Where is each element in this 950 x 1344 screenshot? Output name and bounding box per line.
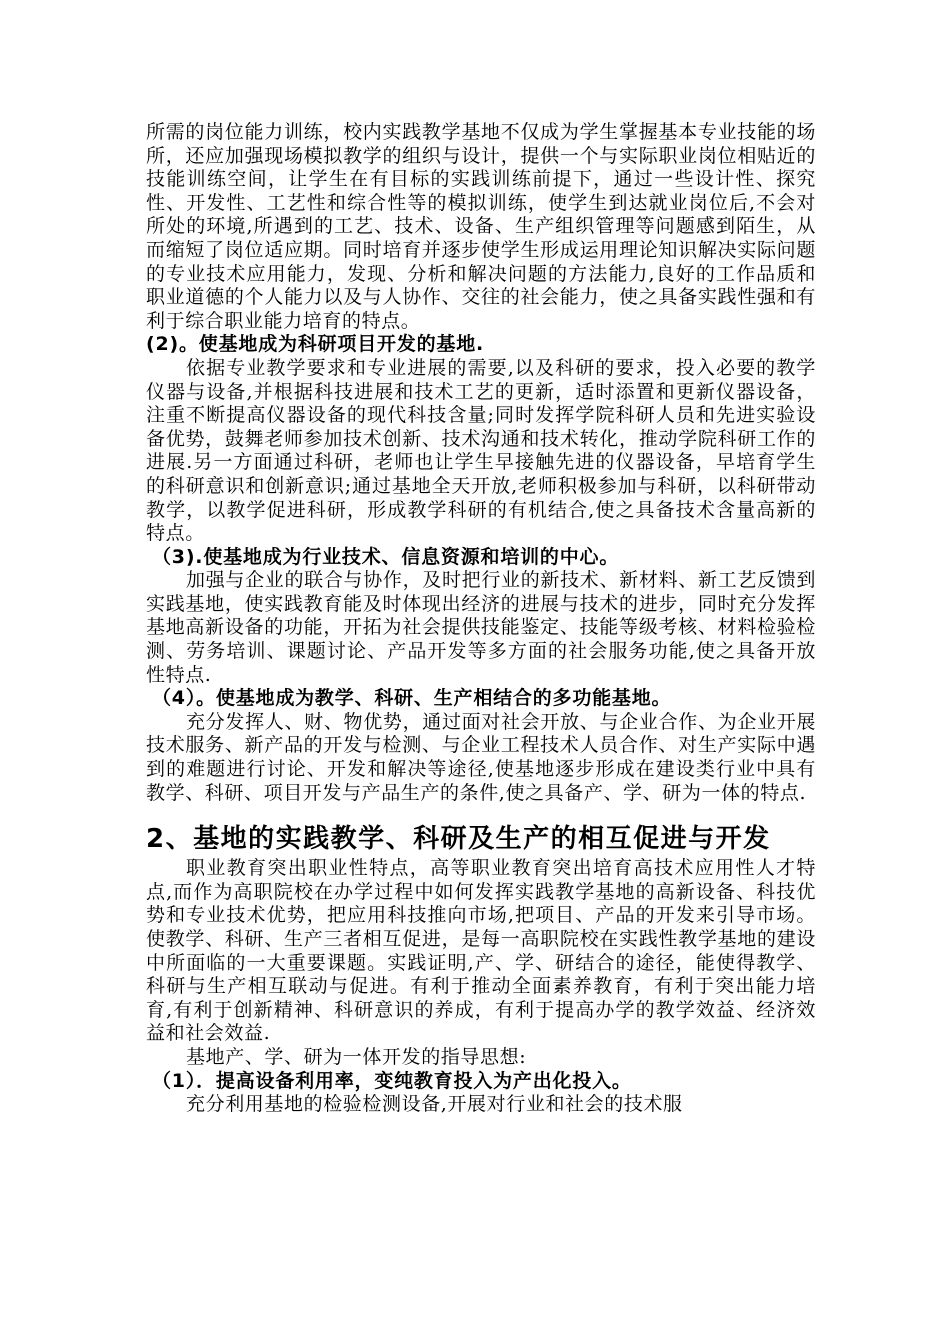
paragraph-2: 依据专业教学要求和专业进展的需要,以及科研的要求，投入必要的教学仪器与设备,并根据科技进展和技术工艺的更新，适时添置和更新仪器设备，注重不断提高仪器设备的现代科技含量;同时发挥学院科研人员和先进实验设备优势，鼓舞老师参加技术创新、技术沟通和技术转化，推动学院科研工作的进展.另一方面通过科研，老师也让学生早接触先进的仪器设备，早培育学生的科研意识和创新意识;通过基地全天开放,老师积极参加与科研，以科研带动教学，以教学促进科研，形成教学科研的有机结合,使之具备技术含量高新的特点。 <box>146 356 816 545</box>
section-title: 2、基地的实践教学、科研及生产的相互促进与开发 <box>146 824 771 855</box>
subheading-2: (2)。使基地成为科研项目开发的基地. <box>146 333 485 356</box>
document-body <box>146 121 816 1117</box>
paragraph-7: 充分利用基地的检验检测设备,开展对行业和社会的技术服 <box>186 1093 683 1116</box>
paragraph-5: 职业教育突出职业性特点，高等职业教育突出培育高技术应用性人才特点,而作为高职院校在办学过程中如何发挥实践教学基地的高新设备、科技优势和专业技术优势，把应用科技推向市场,把项目、产品的开发来引导市场。使教学、科研、生产三者相互促进，是每一高职院校在实践性教学基地的建设中所面临的一大重要课题。实践证明,产、学、研结合的途径，能使得教学、科研与生产相互联动与促进。有利于推动全面素养教育，有利于突出能力培育,有利于创新精神、科研意识的养成，有利于提高办学的教学效益、经济效益和社会效益. <box>146 857 816 1045</box>
subheading-3: （3).使基地成为行业技术、信息资源和培训的中心。 <box>152 545 620 568</box>
subheading-5: （1）．提高设备利用率，变纯教育投入为产出化投入。 <box>152 1069 632 1092</box>
paragraph-4: 充分发挥人、财、物优势，通过面对社会开放、与企业合作、为企业开展技术服务、新产品的开发与检测、与企业工程技术人员合作、对生产实际中遇到的难题进行讨论、开发和解决等途径,使基地逐步形成在建设类行业中具有教学、科研、项目开发与产品生产的条件,使之具备产、学、研为一体的特点. <box>146 710 816 804</box>
paragraph-6: 基地产、学、研为一体开发的指导思想: <box>186 1045 527 1068</box>
subheading-4: （4）。使基地成为教学、科研、生产相结合的多功能基地。 <box>152 687 672 710</box>
paragraph-3: 加强与企业的联合与协作，及时把行业的新技术、新材料、新工艺反馈到实践基地，使实践教育能及时体现出经济的进展与技术的进步，同时充分发挥基地高新设备的功能，开拓为社会提供技能鉴定、技能等级考核、材料检验检测、劳务培训、课题讨论、产品开发等多方面的社会服务功能,使之具备开放性特点. <box>146 569 816 686</box>
paragraph-1: 所需的岗位能力训练，校内实践教学基地不仅成为学生掌握基本专业技能的场所，还应加强现场模拟教学的组织与设计，提供一个与实际职业岗位相贴近的技能训练空间，让学生在有目标的实践训练前提下，通过一些设计性、探究性、开发性、工艺性和综合性等的模拟训练，使学生到达就业岗位后,不会对所处的环境,所遇到的工艺、技术、设备、生产组织管理等问题感到陌生，从而缩短了岗位适应期。同时培育并逐步使学生形成运用理论知识解决实际问题的专业技术应用能力，发现、分析和解决问题的方法能力,良好的工作品质和职业道德的个人能力以及与人协作、交往的社会能力，使之具备实践性强和有利于综合职业能力培育的特点。 <box>146 121 816 332</box>
